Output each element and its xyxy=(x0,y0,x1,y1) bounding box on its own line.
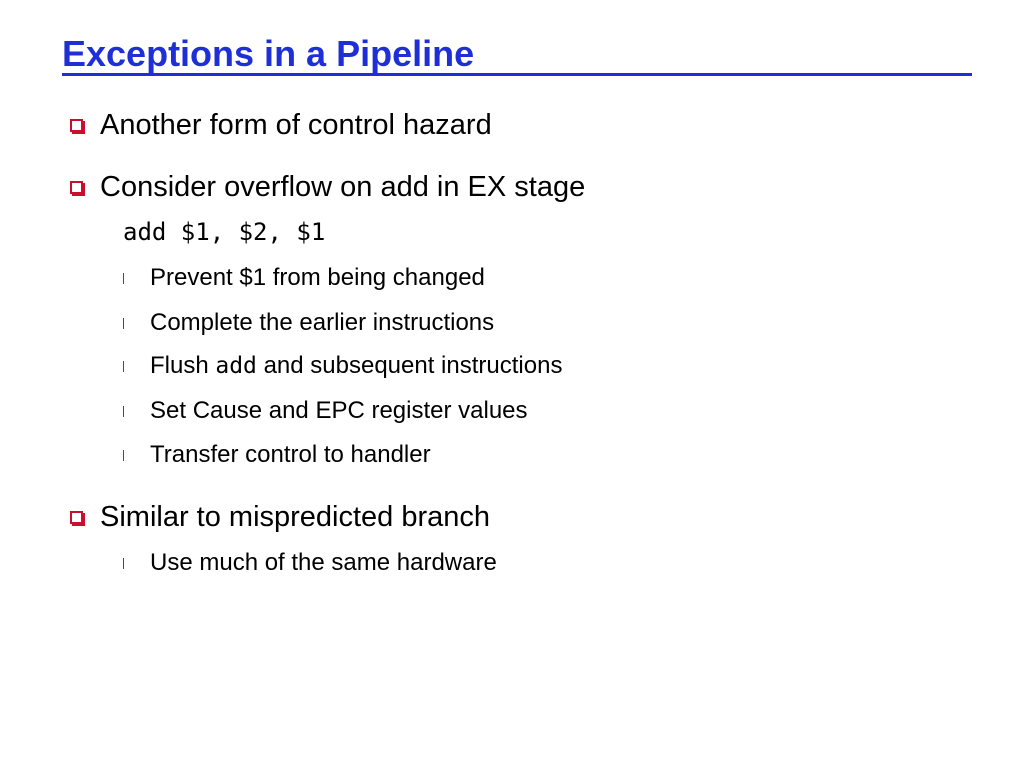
square-bullet-icon xyxy=(70,181,83,194)
bar-bullet-icon xyxy=(123,558,124,569)
sub-bullet-text: Transfer control to handler xyxy=(150,441,431,468)
code-example: add $1, $2, $1 xyxy=(123,218,326,246)
bar-bullet-icon xyxy=(123,406,124,417)
sub-bullet-text: Use much of the same hardware xyxy=(150,549,497,576)
bar-bullet-icon xyxy=(123,273,124,284)
square-bullet-icon xyxy=(70,119,83,132)
sub-bullet-text-start: Flush xyxy=(150,352,216,379)
square-bullet-icon xyxy=(70,511,83,524)
sub-bullet-text: Complete the earlier instructions xyxy=(150,309,495,336)
sub-bullet-text xyxy=(150,351,562,381)
sub-bullet-text-end: and subsequent instructions xyxy=(256,352,563,379)
bullet-text: Consider overflow on add in EX stage xyxy=(100,171,586,203)
bar-bullet-icon xyxy=(123,450,124,461)
sub-bullet-text: Prevent $1 from being changed xyxy=(150,264,485,291)
bar-bullet-icon xyxy=(123,318,124,329)
bar-bullet-icon xyxy=(123,361,124,372)
bullet-text: Similar to mispredicted branch xyxy=(100,501,491,533)
sub-bullet-text: Set Cause and EPC register values xyxy=(150,397,528,424)
slide-title: Exceptions in a Pipeline xyxy=(62,33,475,74)
inline-code: add xyxy=(215,353,257,379)
bullet-text: Another form of control hazard xyxy=(100,109,492,141)
